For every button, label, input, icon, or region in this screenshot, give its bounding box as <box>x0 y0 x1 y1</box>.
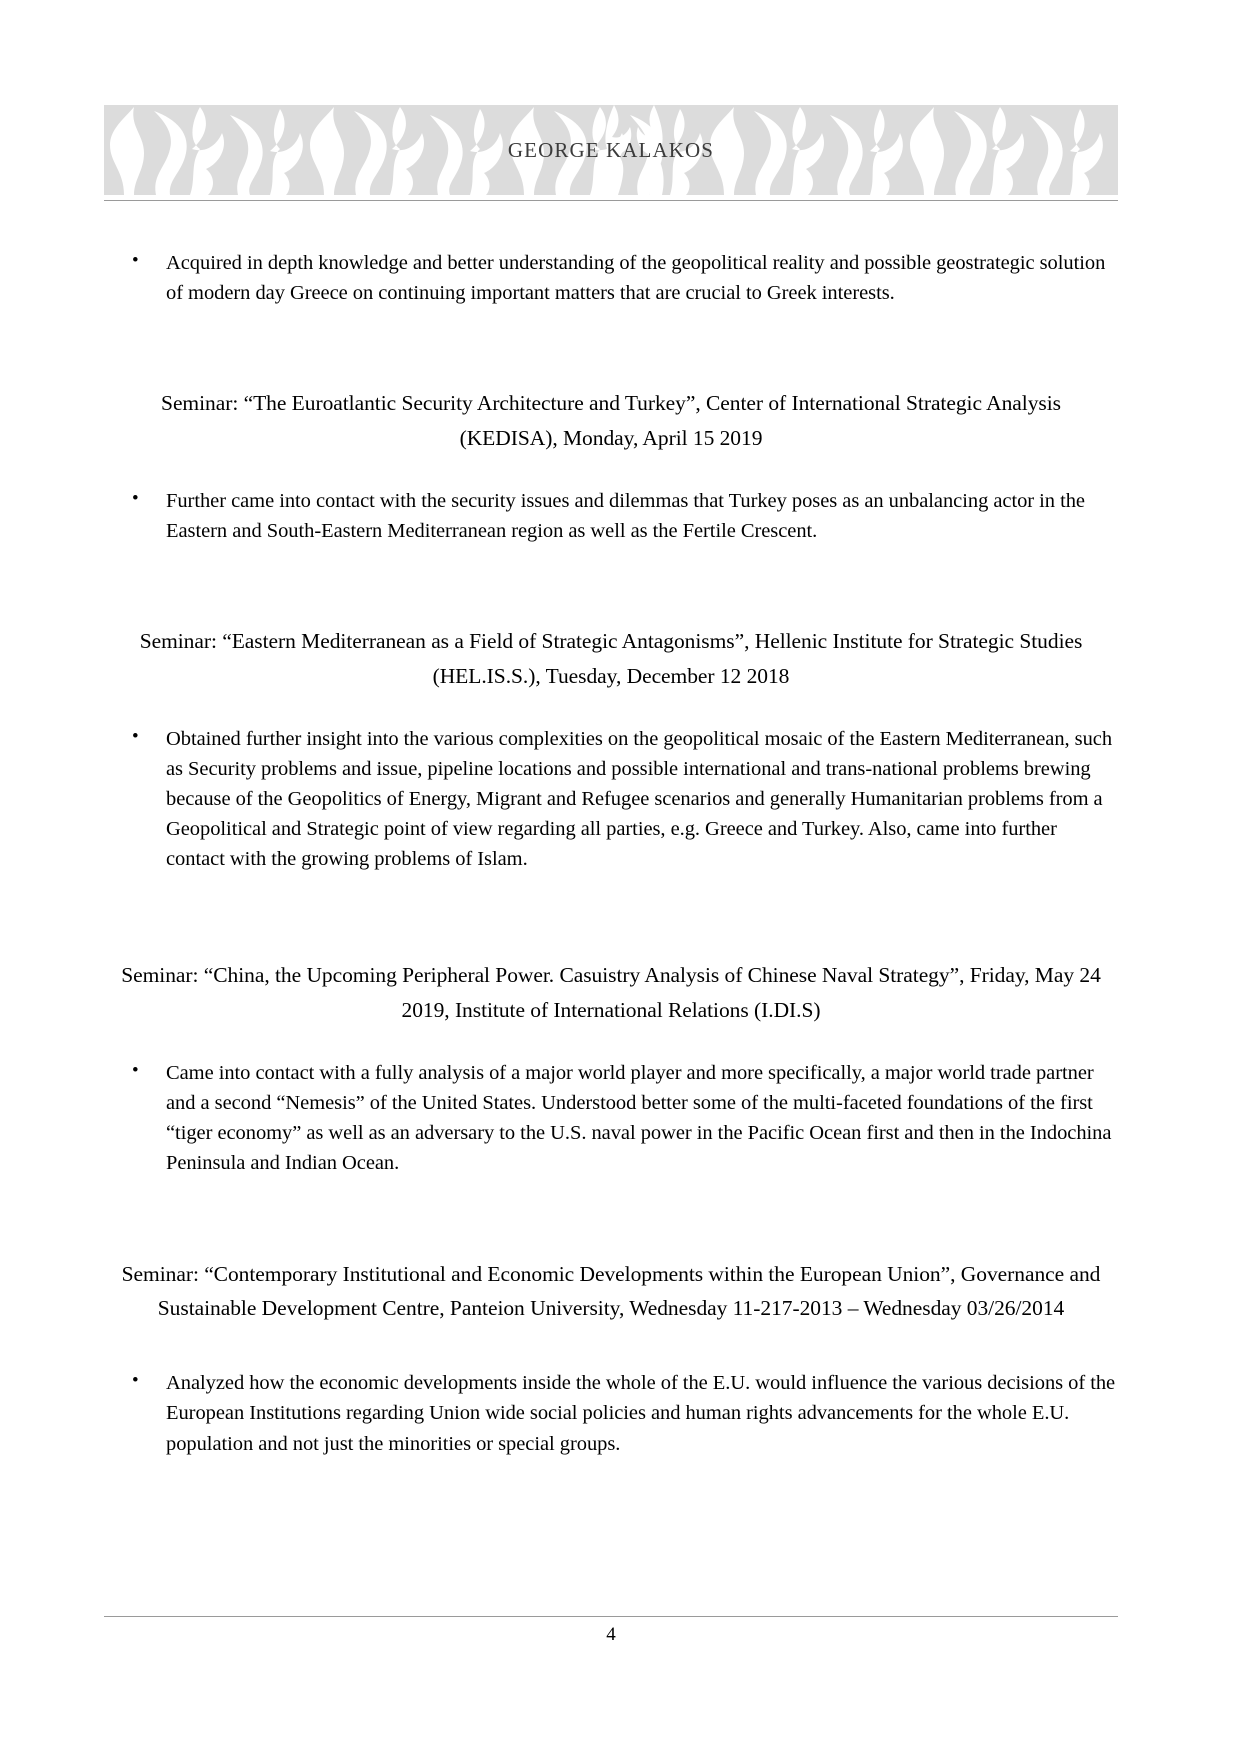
seminar-heading: Seminar: “The Euroatlantic Security Architecture and Turkey”, Center of International Strategic Analysis (KEDISA), Monday, April 15 2019 <box>161 391 1061 451</box>
seminar-heading: Seminar: “China, the Upcoming Peripheral Power. Casuistry Analysis of Chinese Naval Strategy”, Friday, May 24 2019, Institute of International Relations (I.DI.S) <box>121 963 1101 1023</box>
list-item: • Further came into contact with the security issues and dilemmas that Turkey poses as an unbalancing actor in the Eastern and South-Eastern Mediterranean region as well as the Fertile Crescent. <box>104 486 1118 546</box>
list-item: • Acquired in depth knowledge and better understanding of the geopolitical reality and possible geostrategic solution of modern day Greece on continuing important matters that are crucial to Greek interests. <box>104 248 1118 308</box>
spacer <box>104 1028 1118 1058</box>
spacer <box>104 1179 1118 1257</box>
list-item: • Analyzed how the economic developments inside the whole of the E.U. would influence the various decisions of the European Institutions regarding Union wide social policies and human rights advancements for the whole E.U. population and not just the minorities or special groups. <box>104 1368 1118 1458</box>
footer-divider-rule <box>104 1616 1118 1617</box>
bullet-list-2 <box>104 486 1118 546</box>
list-item: • Obtained further insight into the various complexities on the geopolitical mosaic of the Eastern Mediterranean, such as Security problems and issue, pipeline locations and possible international and trans-national problems brewing because of the Geopolitics of Energy, Migrant and Refugee scenarios and generally Humanitarian problems from a Geopolitical and Strategic point of view regarding all parties, e.g. Greece and Turkey. Also, came into further contact with the growing problems of Islam. <box>104 724 1118 875</box>
page-header-title: GEORGE KALAKOS <box>507 137 715 162</box>
spacer <box>104 874 1118 958</box>
bullet-list-3 <box>104 724 1118 875</box>
list-item: • Came into contact with a fully analysis of a major world player and more specifically, a major world trade partner and a second “Nemesis” of the United States. Understood better some of the multi-faceted foundations of the first “tiger economy” as well as an adversary to the U.S. naval power in the Pacific Ocean first and then in the Indochina Peninsula and Indian Ocean. <box>104 1058 1118 1179</box>
header-divider-rule <box>104 200 1118 201</box>
bullet-list-4 <box>104 1058 1118 1179</box>
spacer <box>104 456 1118 486</box>
seminar-heading: Seminar: “Contemporary Institutional and Economic Developments within the European Union”, Governance and Sustainable Development Centre, Panteion University, Wednesday 11-217-2013 – Wednesday 03/26/2014 <box>121 1261 1101 1321</box>
spacer <box>104 1326 1118 1368</box>
bullet-list-5 <box>104 1368 1118 1458</box>
spacer <box>104 546 1118 624</box>
bullet-list-1 <box>104 248 1118 308</box>
document-body <box>104 248 1118 1459</box>
seminar-heading: Seminar: “Eastern Mediterranean as a Field of Strategic Antagonisms”, Hellenic Institute for Strategic Studies (HEL.IS.S.), Tuesday, December 12 2018 <box>139 629 1083 688</box>
page-number: 4 <box>606 1624 616 1645</box>
spacer <box>104 694 1118 724</box>
spacer <box>104 308 1118 386</box>
